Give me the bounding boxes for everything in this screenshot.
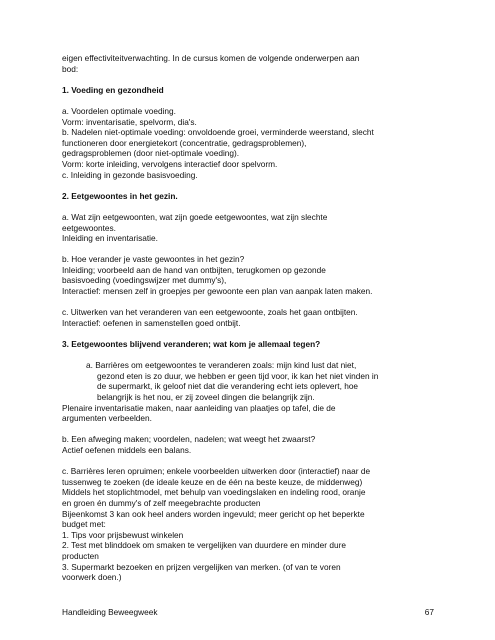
text-line: eigen effectiviteitverwachting. In de cursus komen de volgende onderwerpen aan: [62, 53, 360, 63]
list-item: 3. Supermarkt bezoeken en prijzen vergelijken van merken. (of van te voren: [62, 561, 341, 572]
text-line: Interactief: oefenen in samenstellen goed ontbijt.: [62, 317, 241, 328]
text-line: c. Uitwerken van het veranderen van een eetgewoonte, zoals het gaan ontbijten.: [62, 307, 358, 318]
text-line: a. Voordelen optimale voeding.: [62, 105, 176, 116]
text-line: en groen én dummy's of zelf meegebrachte producten: [62, 497, 261, 508]
text-line: b. Een afweging maken; voordelen, nadelen; wat weegt het zwaarst?: [62, 434, 316, 445]
section-heading-2: 2. Eetgewoontes in het gezin.: [62, 190, 178, 201]
text-line: tussenweg te zoeken (de ideale keuze en de één na beste keuze, de middenweg): [62, 476, 363, 487]
text-line: gezond eten is zo duur, we hebben er geen tijd voor, ik kan het niet vinden in: [97, 370, 379, 381]
text-line: Plenaire inventarisatie maken, naar aanleiding van plaatjes op tafel, die de: [62, 402, 336, 413]
text-line: Bijeenkomst 3 kan ook heel anders worden ingevuld; meer gericht op het beperkte: [62, 508, 365, 519]
text-line: functioneren door energietekort (concentratie, gedragsproblemen),: [62, 137, 307, 148]
text-line: budget met:: [62, 519, 106, 530]
page-footer: [62, 607, 434, 617]
text-line: basisvoeding (voedingswijzer met dummy's),: [62, 275, 227, 286]
text-line: Inleiding en inventarisatie.: [62, 233, 158, 244]
list-item: producten: [62, 550, 99, 561]
text-line: Actief oefenen middels een balans.: [62, 444, 192, 455]
section-heading-1: 1. Voeding en gezondheid: [62, 84, 164, 95]
footer-title: Handleiding Beweegweek: [62, 607, 158, 617]
text-line: c. Inleiding in gezonde basisvoeding.: [62, 169, 198, 180]
text-line: b. Nadelen niet-optimale voeding: onvoldoende groei, verminderde weerstand, slecht: [62, 127, 374, 138]
text-line: Vorm: korte inleiding, vervolgens interactief door spelvorm.: [62, 158, 278, 169]
text-line: Interactief: mensen zelf in groepjes per gewoonte een plan van aanpak laten maken.: [62, 286, 373, 297]
section-heading-3: 3. Eetgewoontes blijvend veranderen; wat kom je allemaal tegen?: [62, 339, 321, 350]
text-line: argumenten verbeelden.: [62, 413, 152, 424]
text-line: Middels het stoplichtmodel, met behulp van voedingslaken en indeling rood, oranje: [62, 487, 366, 498]
text-line: a. Barrières om eetgewoontes te veranderen zoals: mijn kind lust dat niet,: [86, 360, 357, 371]
page-body: [62, 53, 434, 583]
text-line: gedragsproblemen (door niet-optimale voeding).: [62, 148, 240, 159]
text-line: eetgewoontes.: [62, 222, 116, 233]
page-number: 67: [424, 607, 434, 617]
text-line: Vorm: inventarisatie, spelvorm, dia's.: [62, 116, 197, 127]
list-item: 1. Tips voor prijsbewust winkelen: [62, 529, 184, 540]
text-line: b. Hoe verander je vaste gewoontes in het gezin?: [62, 254, 245, 265]
list-item: voorwerk doen.): [62, 572, 122, 583]
text-line: Inleiding; voorbeeld aan de hand van ontbijten, terugkomen op gezonde: [62, 264, 326, 275]
text-line: c. Barrières leren opruimen; enkele voorbeelden uitwerken door (interactief) naar de: [62, 466, 371, 477]
text-line: bod:: [62, 63, 79, 74]
text-line: a. Wat zijn eetgewoonten, wat zijn goede eetgewoontes, wat zijn slechte: [62, 211, 328, 222]
text-line: de supermarkt, ik geloof niet dat die verandering echt iets oplevert, hoe: [97, 381, 359, 392]
text-line: belangrijk is het nou, er zij zoveel dingen die belangrijk zijn.: [97, 392, 315, 402]
list-item: 2. Test met blinddoek om smaken te vergelijken van duurdere en minder dure: [62, 540, 346, 551]
